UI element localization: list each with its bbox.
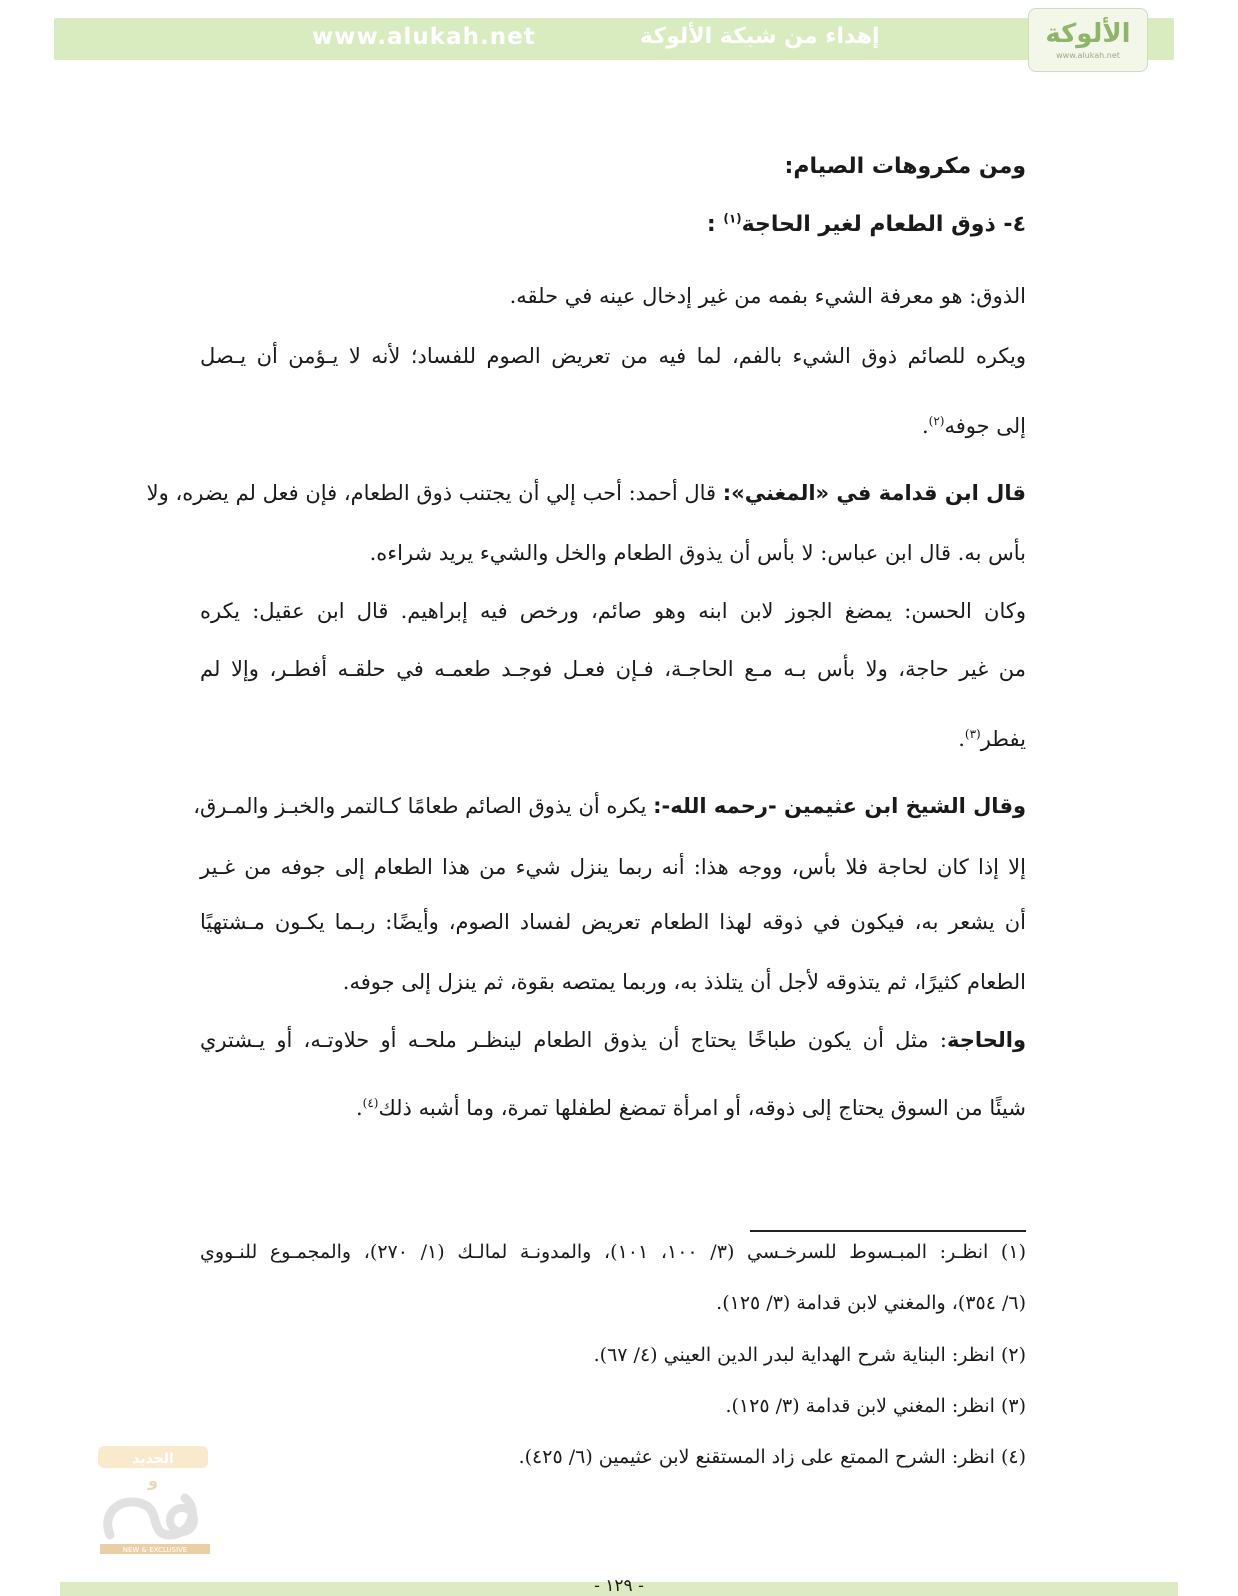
logo-word: الألوكة <box>1045 18 1131 49</box>
header-bar <box>54 18 1174 60</box>
subheading-text: ٤- ذوق الطعام لغير الحاجة <box>741 212 1026 237</box>
section-title: ومن مكروهات الصيام: <box>784 154 1026 179</box>
footnote-1-cont: (٦/ ٣٥٤)، والمغني لابن قدامة (٣/ ١٢٥). <box>716 1292 1026 1314</box>
term-need: والحاجة <box>946 1028 1026 1052</box>
watermark-top-text: الجديد <box>132 1451 174 1467</box>
paragraph-line: من غير حاجة، ولا بأس بـه مـع الحاجـة، فـإن فعـل فوجـد طعمـه في حلقـه أفطـر، وإلا لم <box>200 657 1026 681</box>
footnote-ref-2[interactable]: (٢) <box>928 414 945 428</box>
paragraph-line: أن يشعر به، فيكون في ذوقه لهذا الطعام تعريض لفساد الصوم، وأيضًا: ربـما يكـون مـشتهيًا <box>200 910 1026 934</box>
paragraph-line: ويكره للصائم ذوق الشيء بالفم، لما فيه من تعريض الصوم للفساد؛ لأنه لا يـؤمن أن يـصل <box>200 344 1026 368</box>
paragraph-line <box>146 478 1026 508</box>
footnote-4: (٤) انظر: الشرح الممتع على زاد المستقنع لابن عثيمين (٦/ ٤٢٥). <box>518 1446 1026 1468</box>
paragraph-text: يفطر <box>980 727 1026 751</box>
footnote-3: (٣) انظر: المغني لابن قدامة (٣/ ١٢٥). <box>725 1395 1026 1417</box>
paragraph-text: يكره أن يذوق الصائم طعامًا كـالتمر والخبـز والمـرق، <box>193 794 654 818</box>
footnote-1: (١) انظـر: المبـسوط للسرخـسي (٣/ ١٠٠، ١٠١)، والمدونـة لمالـك (١/ ٢٧٠)، والمجمـوع للنـووي <box>200 1241 1026 1263</box>
subheading-colon: : <box>706 212 716 237</box>
paragraph-line: إلا إذا كان لحاجة فلا بأس، ووجه هذا: أنه ربما ينزل شيء من هذا الطعام إلى جوفه من غـير <box>200 855 1026 879</box>
paragraph-line <box>200 1025 1026 1055</box>
header-gift-text: إهداء من شبكة الألوكة <box>640 24 880 49</box>
paragraph-line: وكان الحسن: يمضغ الجوز لابن ابنه وهو صائم، ورخص فيه إبراهيم. قال ابن عقيل: يكره <box>200 599 1026 623</box>
paragraph-text: شيئًا من السوق يحتاج إلى ذوقه، أو امرأة تمضغ لطفلها تمرة، وما أشبه ذلك <box>378 1096 1026 1120</box>
paragraph-line: يفطر$^{(٣)}$. <box>958 727 1026 751</box>
footnote-ref-4[interactable]: (٤) <box>362 1096 379 1110</box>
watermark-bottom-text: NEW & EXCLUSIVE <box>122 1546 188 1554</box>
subheading <box>707 210 1026 240</box>
footnote-2: (٢) انظر: البناية شرح الهداية لبدر الدين العيني (٤/ ٦٧). <box>593 1344 1026 1366</box>
paragraph-text: : مثل أن يكون طباخًا يحتاج أن يذوق الطعام لينظـر ملحـه أو حلاوتـه، أو يـشتري <box>200 1028 947 1052</box>
header-url[interactable]: www.alukah.net <box>312 24 536 50</box>
paragraph-line: إلى جوفه$^{(٢)}$. <box>921 414 1026 438</box>
page-number: - ١٢٩ - <box>594 1576 644 1596</box>
paragraph-definition: الذوق: هو معرفة الشيء بفمه من غير إدخال عينه في حلقه. <box>509 284 1026 308</box>
alukah-logo[interactable] <box>1028 8 1148 72</box>
quote-source-ibn-qudama: قال ابن قدامة في «المغني»: <box>722 481 1026 505</box>
footnote-ref-3[interactable]: (٣) <box>964 727 981 741</box>
paragraph-text: قال أحمد: أحب إلي أن يجتنب ذوق الطعام، فإن فعل لم يضره، ولا <box>146 481 723 505</box>
paragraph-line: شيئًا من السوق يحتاج إلى ذوقه، أو امرأة تمضغ لطفلها تمرة، وما أشبه ذلك$^{(٤)}$. <box>355 1096 1026 1120</box>
logo-url: www.alukah.net <box>1056 50 1120 60</box>
footnote-divider <box>750 1230 1026 1232</box>
paragraph-line: الطعام كثيرًا، ثم يتذوقه لأجل أن يتلذذ به، وربما يمتصه بقوة، ثم ينزل إلى جوفه. <box>342 970 1026 994</box>
paragraph-line: بأس به. قال ابن عباس: لا بأس أن يذوق الطعام والخل والشيء يريد شراءه. <box>369 541 1026 565</box>
paragraph-line <box>193 791 1026 821</box>
quote-source-ibn-uthaymin: وقال الشيخ ابن عثيمين -رحمه الله-: <box>653 794 1026 818</box>
footnote-ref-1[interactable]: (١) <box>723 211 742 226</box>
new-exclusive-watermark <box>90 1440 220 1560</box>
paragraph-text: إلى جوفه <box>944 414 1026 438</box>
watermark-mid-text: و <box>148 1471 158 1490</box>
